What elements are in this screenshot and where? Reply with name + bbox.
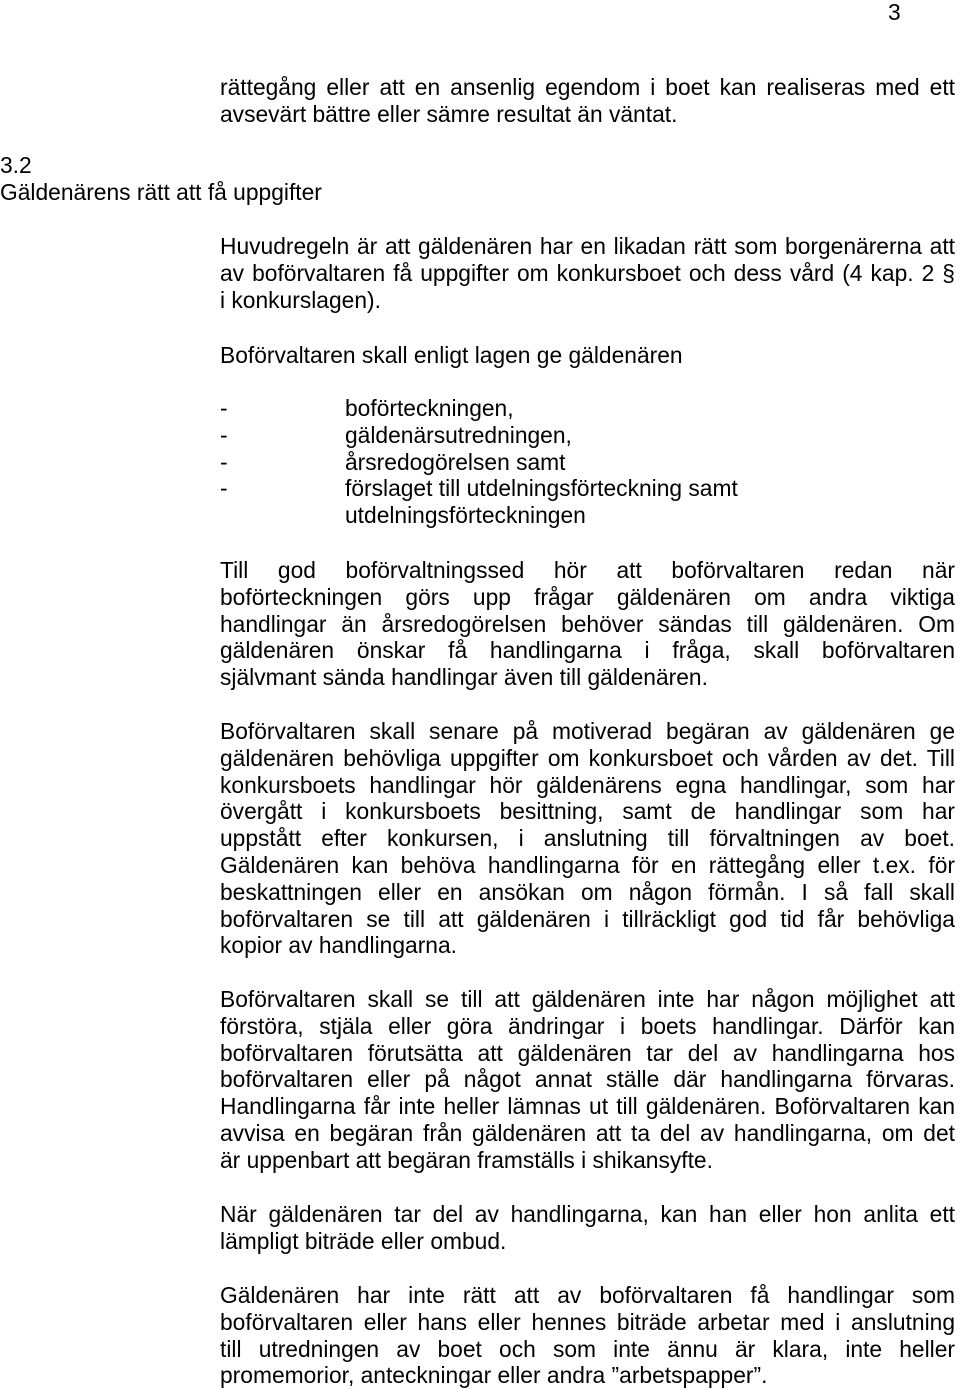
text-line: promemorior, anteckningar eller andra ”arbetspapper”. (220, 1362, 768, 1389)
text-line: Till god boförvaltningssed hör att boförvaltaren redan när (220, 557, 955, 583)
text-line: konkursboets handlingar hör gäldenärens egna handlingar, som har (220, 771, 955, 798)
text-line: boförvaltaren se till att gäldenären i tillräckligt god tid får behövliga (220, 905, 955, 932)
dash-list (220, 395, 955, 529)
list-marker: - (220, 475, 228, 502)
list-marker: - (220, 448, 228, 475)
text-line: beskattningen eller en ansökan om någon förmån. I så fall skall (220, 878, 955, 905)
text-line: När gäldenären tar del av handlingarna, kan han eller hon anlita ett (220, 1201, 955, 1227)
text-line: till utredningen av boet och som inte ännu är klara, inte heller (220, 1335, 955, 1362)
list-item-text: årsredogörelsen samt (345, 448, 566, 475)
list-item-text: förslaget till utdelningsförteckning samt (345, 475, 738, 502)
text-line: boförvaltaren eller på något annat ställe där handlingarna förvaras. (220, 1066, 955, 1093)
list-marker: - (220, 395, 228, 421)
text-line: är uppenbart att begäran framställs i shikansyfte. (220, 1146, 713, 1173)
text-line: lämpligt biträde eller ombud. (220, 1227, 507, 1254)
list-item (220, 395, 955, 422)
list-item (220, 449, 955, 476)
text-line: Boförvaltaren skall se till att gäldenären inte har någon möjlighet att (220, 986, 955, 1012)
text-line: boförteckningen görs upp frågar gäldenären om andra viktiga (220, 583, 955, 610)
text-line: av boförvaltaren få uppgifter om konkursboet och dess vård (4 kap. 2 § (220, 259, 955, 286)
text-line: kopior av handlingarna. (220, 932, 457, 959)
text-line: självmant sända handlingar även till gäldenären. (220, 664, 708, 691)
section-number: 3.2 (0, 152, 32, 178)
paragraph-later-request (220, 718, 955, 959)
paragraph-working-papers (220, 1282, 955, 1389)
list-item (220, 475, 955, 529)
text-line: gäldenären behövliga uppgifter om konkursboet och vården av det. Till (220, 744, 955, 771)
paragraph-intro (220, 74, 955, 128)
list-item-text: gäldenärsutredningen, (345, 421, 572, 448)
text-line: övergått i konkursboets besittning, samt de handlingar som har (220, 798, 955, 825)
text-line: i konkurslagen). (220, 286, 381, 313)
section-heading: Gäldenärens rätt att få uppgifter (0, 179, 322, 205)
list-item-text: utdelningsförteckningen (345, 502, 586, 529)
text-line: Gäldenären kan behöva handlingarna för en rättegång eller t.ex. för (220, 851, 955, 878)
text-line: Boförvaltaren skall senare på motiverad begäran av gäldenären ge (220, 718, 955, 744)
list-marker: - (220, 421, 228, 448)
text-line: boförvaltaren förutsätta att gäldenären tar del av handlingarna hos (220, 1039, 955, 1066)
paragraph-main-rule (220, 233, 955, 313)
text-line: boförvaltaren eller hans eller hennes biträde arbetar med i anslutning (220, 1308, 955, 1335)
text-line: uppstått efter konkursen, i anslutning till förvaltningen av boet. (220, 825, 955, 852)
list-item (220, 422, 955, 449)
text-line: Handlingarna får inte heller lämnas ut till gäldenären. Boförvaltaren kan (220, 1093, 955, 1120)
paragraph-representative (220, 1201, 955, 1255)
list-item-text: boförteckningen, (345, 395, 514, 421)
text-line: avvisa en begäran från gäldenären att ta del av handlingarna, om det (220, 1119, 955, 1146)
paragraph-lead (220, 342, 955, 369)
text-line: avsevärt bättre eller sämre resultat än väntat. (220, 100, 678, 127)
text-line: rättegång eller att en ansenlig egendom i boet kan realiseras med ett (220, 74, 955, 100)
text-line: Huvudregeln är att gäldenären har en likadan rätt som borgenärerna att (220, 233, 955, 259)
paragraph-protection (220, 986, 955, 1174)
text-line: gäldenären önskar få handlingarna i fråga, skall boförvaltaren (220, 637, 955, 664)
page-number: 3 (888, 0, 901, 25)
text-line: Gäldenären har inte rätt att av boförvaltaren få handlingar som (220, 1282, 955, 1308)
text-line: förstöra, stjäla eller göra ändringar i boets handlingar. Därför kan (220, 1012, 955, 1039)
paragraph-good-practice (220, 557, 955, 691)
text-line: handlingar än årsredogörelsen behöver sändas till gäldenären. Om (220, 610, 955, 637)
text-line: Boförvaltaren skall enligt lagen ge gäldenären (220, 342, 683, 368)
